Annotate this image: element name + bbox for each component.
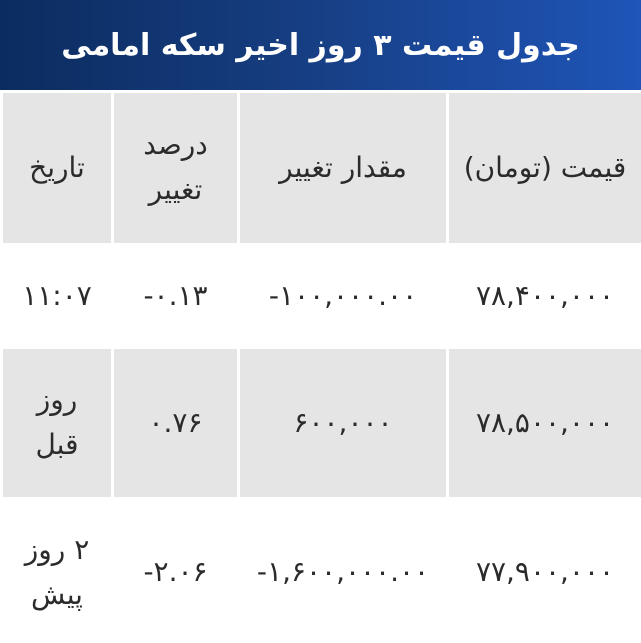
table-row: [2, 245, 641, 348]
percent-cell: ۰.۷۶: [113, 348, 239, 499]
table-title: جدول قیمت ۳ روز اخیر سکه امامی: [61, 27, 580, 63]
column-header-change: مقدار تغییر: [239, 92, 448, 245]
column-header-price: قیمت (تومان): [448, 92, 641, 245]
percent-cell: -۰.۱۳: [113, 245, 239, 348]
table-row: [2, 499, 641, 643]
table-header-row: [2, 92, 641, 245]
change-cell: -۱۰۰,۰۰۰.۰۰: [239, 245, 448, 348]
column-header-percent: درصد تغییر: [113, 92, 239, 245]
price-cell: ۷۸,۵۰۰,۰۰۰: [448, 348, 641, 499]
change-cell: -۱,۶۰۰,۰۰۰.۰۰: [239, 499, 448, 643]
table-header-banner: [0, 0, 641, 90]
date-cell: ۲ روز پیش: [2, 499, 113, 643]
table-row: [2, 348, 641, 499]
date-cell: روز قبل: [2, 348, 113, 499]
percent-cell: -۲.۰۶: [113, 499, 239, 643]
change-cell: ۶۰۰,۰۰۰: [239, 348, 448, 499]
column-header-date: تاریخ: [2, 92, 113, 245]
price-cell: ۷۸,۴۰۰,۰۰۰: [448, 245, 641, 348]
date-cell: ۱۱:۰۷: [2, 245, 113, 348]
price-cell: ۷۷,۹۰۰,۰۰۰: [448, 499, 641, 643]
coin-price-table: [0, 90, 641, 643]
